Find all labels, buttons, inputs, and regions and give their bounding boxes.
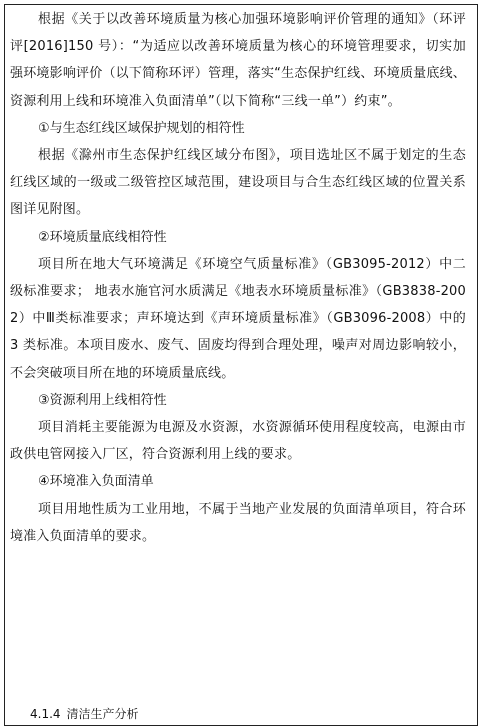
section-2-heading: ②环境质量底线相符性 [38, 229, 167, 245]
section-title: 清洁生产分析 [66, 707, 139, 721]
section-number: 4.1.4 [30, 707, 61, 721]
section-1-body: 根据《滁州市生态保护红线区域分布图》，项目选址区不属于划定的生态红线区域的一级或二级管控区域范围，建设项目与合生态红线区域的位置关系图详见附图。 [10, 148, 466, 218]
section-1-heading: ①与生态红线区域保护规划的相符性 [38, 120, 245, 136]
section-4-body: 项目用地性质为工业用地，不属于当地产业发展的负面清单项目，符合环境准入负面清单的要求。 [10, 501, 466, 544]
next-section-heading [30, 704, 145, 724]
intro-paragraph: 根据《关于以改善环境质量为核心加强环境影响评价管理的通知》（环评评[2016]150 号）：“为适应以改善环境质量为核心的环境管理要求，切实加强环境影响评价（以下简称环评）管理，落实“生态保护红线、环境质量底线、资源利用上线和环境准入负面清单”（以下简称“三线一单”）约束”。 [10, 12, 466, 109]
section-3-heading: ③资源利用上线相符性 [38, 392, 167, 408]
section-2-body: 项目所在地大气环境满足《环境空气质量标准》（GB3095-2012）中二级标准要求； 地表水施官河水质满足《地表水环境质量标准》（GB3838-2002）中Ⅲ类标准要求；声环境达到《声环境质量标准》（GB3096-2008）中的 3 类标准。本项目废水、废气、固废均得到合理处理，噪声对周边影响较小，不会突破项目所在地的环境质量底线。 [10, 256, 466, 381]
section-4-heading: ④环境准入负面清单 [38, 474, 154, 490]
section-3-body: 项目消耗主要能源为电源及水资源，水资源循环使用程度较高，电源由市政供电管网接入厂区，符合资源利用上线的要求。 [10, 420, 466, 463]
document-body [10, 6, 466, 550]
